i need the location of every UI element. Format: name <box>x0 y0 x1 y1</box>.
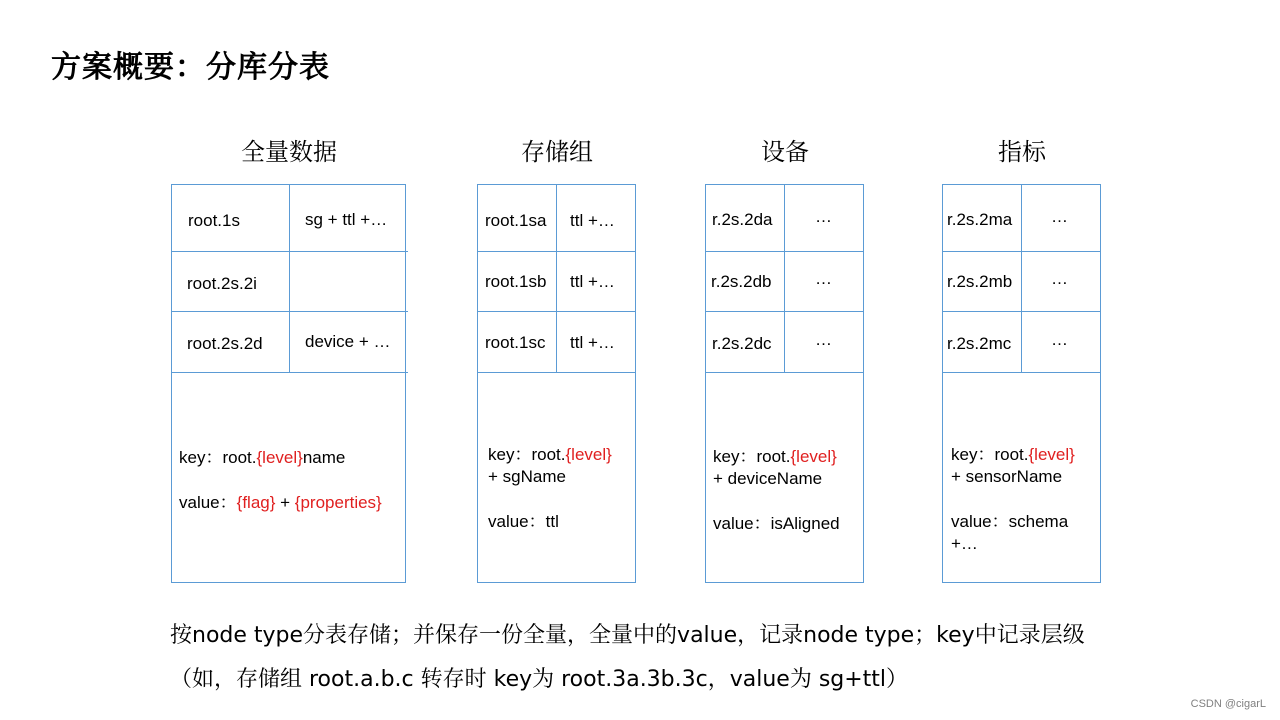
footer-note-line2: （如，存储组 root.a.b.c 转存时 key为 root.3a.3b.3c，value为 sg+ttl） <box>170 667 909 692</box>
full-data-table <box>171 184 406 583</box>
measurement-table <box>942 184 1101 583</box>
value-description: value：isAligned <box>713 514 840 533</box>
row-key: root.1sb <box>485 272 547 291</box>
row-value: ttl +… <box>570 211 615 230</box>
row-key: root.1sa <box>485 211 547 230</box>
row-key: r.2s.2mb <box>947 272 1013 291</box>
row-key: r.2s.2mc <box>947 334 1012 353</box>
row-value: … <box>1051 269 1068 288</box>
column-divider <box>1021 185 1022 373</box>
column-header-measurement: 指标 <box>998 138 1046 166</box>
row-value: … <box>1051 330 1068 349</box>
storage-group-table <box>477 184 636 583</box>
row-key: r.2s.2da <box>712 210 773 229</box>
row-key: r.2s.2db <box>711 272 772 291</box>
value-description: value：schema +… <box>951 512 1069 553</box>
key-description: key：root.{level} + sensorName <box>951 445 1075 486</box>
column-divider <box>784 185 785 373</box>
column-header-full-data: 全量数据 <box>241 138 337 166</box>
row-key: r.2s.2ma <box>947 210 1013 229</box>
value-description: value：ttl <box>488 512 559 531</box>
watermark: CSDN @cigarL <box>1190 698 1266 710</box>
footer-note-line1: 按node type分表存储；并保存一份全量，全量中的value，记录node type；key中记录层级 <box>170 623 1085 648</box>
row-key: root.2s.2i <box>187 274 257 293</box>
column-header-storage-group: 存储组 <box>521 138 593 166</box>
row-key: root.1s <box>188 211 240 230</box>
device-table <box>705 184 864 583</box>
row-value: ttl +… <box>570 272 615 291</box>
column-header-device: 设备 <box>761 138 809 166</box>
row-value: … <box>815 269 832 288</box>
row-value: … <box>815 330 832 349</box>
row-value: sg + ttl +… <box>305 210 388 229</box>
row-value: … <box>1051 207 1068 226</box>
row-key: root.2s.2d <box>187 334 263 353</box>
value-description: value：{flag} + {properties} <box>179 493 382 512</box>
row-value: ttl +… <box>570 333 615 352</box>
key-description: key：root.{level}name <box>179 448 346 467</box>
row-value: device + … <box>305 332 391 351</box>
row-key: r.2s.2dc <box>712 334 772 353</box>
key-description: key：root.{level} + deviceName <box>713 447 837 488</box>
page-title: 方案概要：分库分表 <box>51 50 330 85</box>
column-divider <box>289 185 290 373</box>
row-value: … <box>815 207 832 226</box>
key-description: key：root.{level} + sgName <box>488 445 612 486</box>
row-key: root.1sc <box>485 333 546 352</box>
column-divider <box>556 185 557 373</box>
